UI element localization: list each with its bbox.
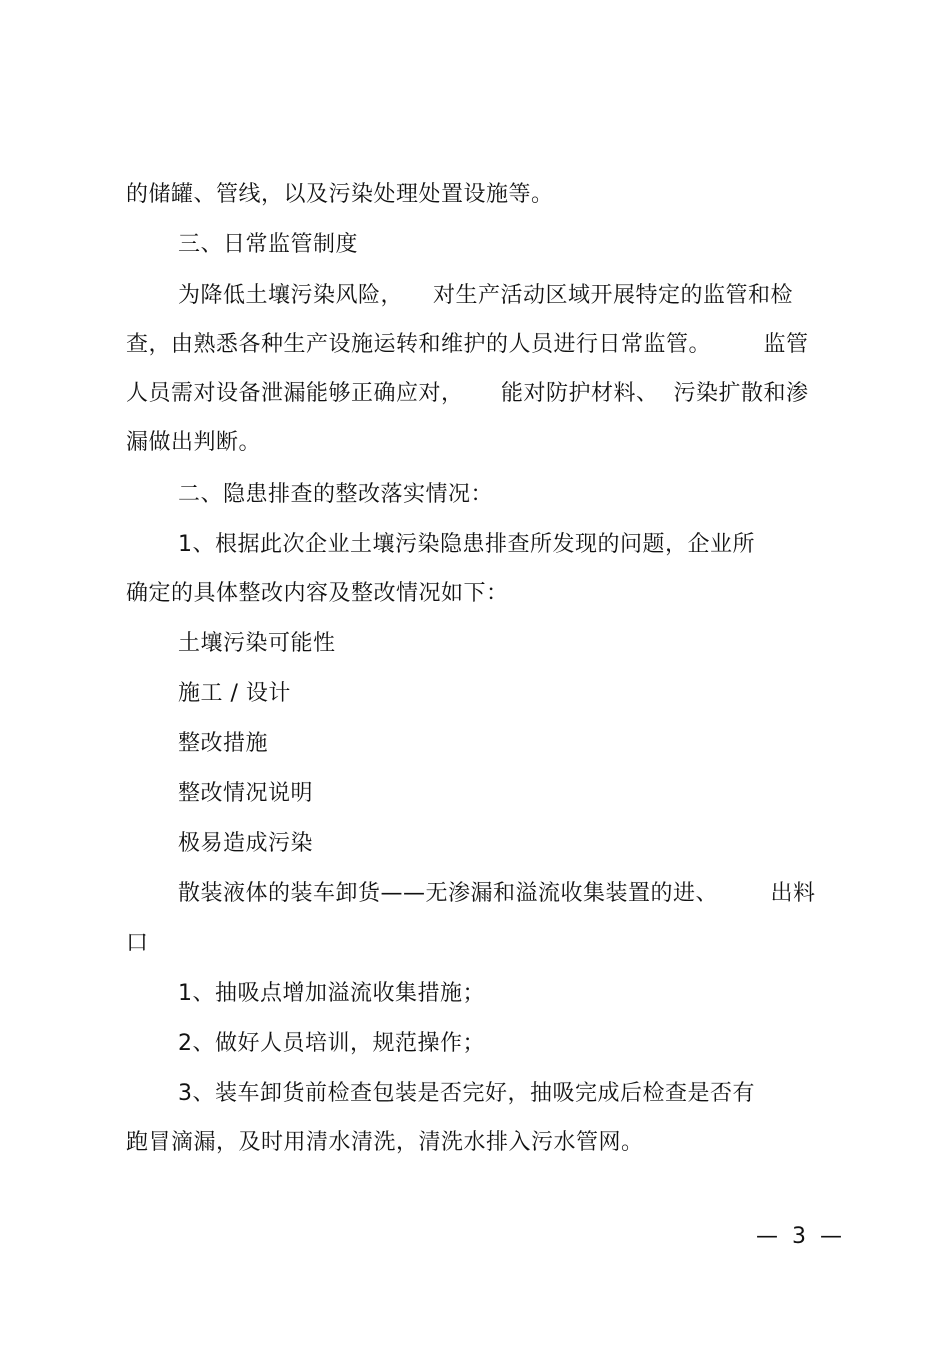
paragraph-line: 口: [126, 931, 149, 956]
list-item: 3、装车卸货前检查包装是否完好，抽吸完成后检查是否有: [178, 1081, 755, 1106]
paragraph-line: 1、根据此次企业土壤污染隐患排查所发现的问题，企业所: [178, 532, 755, 557]
list-item: 极易造成污染: [178, 831, 314, 856]
paragraph-line: 跑冒滴漏，及时用清水清洗，清洗水排入污水管网。: [126, 1130, 644, 1155]
section-heading: 三、日常监管制度: [178, 232, 359, 257]
list-item: 施工 / 设计: [178, 681, 291, 706]
list-item: 整改情况说明: [178, 781, 314, 806]
paragraph-line: 人员需对设备泄漏能够正确应对， 能对防护材料、 污染扩散和渗: [126, 381, 809, 406]
list-item: 2、做好人员培训，规范操作；: [178, 1031, 485, 1056]
paragraph-line: 漏做出判断。: [126, 430, 262, 455]
paragraph-line: 的储罐、管线，以及污染处理处置设施等。: [126, 182, 554, 207]
list-item: 土壤污染可能性: [178, 631, 336, 656]
paragraph-line: 确定的具体整改内容及整改情况如下：: [126, 581, 509, 606]
paragraph-line: 散装液体的装车卸货——无渗漏和溢流收集装置的进、 出料: [178, 881, 816, 906]
list-item: 1、抽吸点增加溢流收集措施；: [178, 981, 485, 1006]
list-item: 整改措施: [178, 731, 269, 756]
paragraph-line: 查，由熟悉各种生产设施运转和维护的人员进行日常监管。 监管: [126, 332, 809, 357]
section-heading: 二、隐患排查的整改落实情况：: [178, 482, 494, 507]
page-number: — 3 —: [756, 1224, 842, 1249]
paragraph-line: 为降低土壤污染风险， 对生产活动区域开展特定的监管和检: [178, 283, 793, 308]
